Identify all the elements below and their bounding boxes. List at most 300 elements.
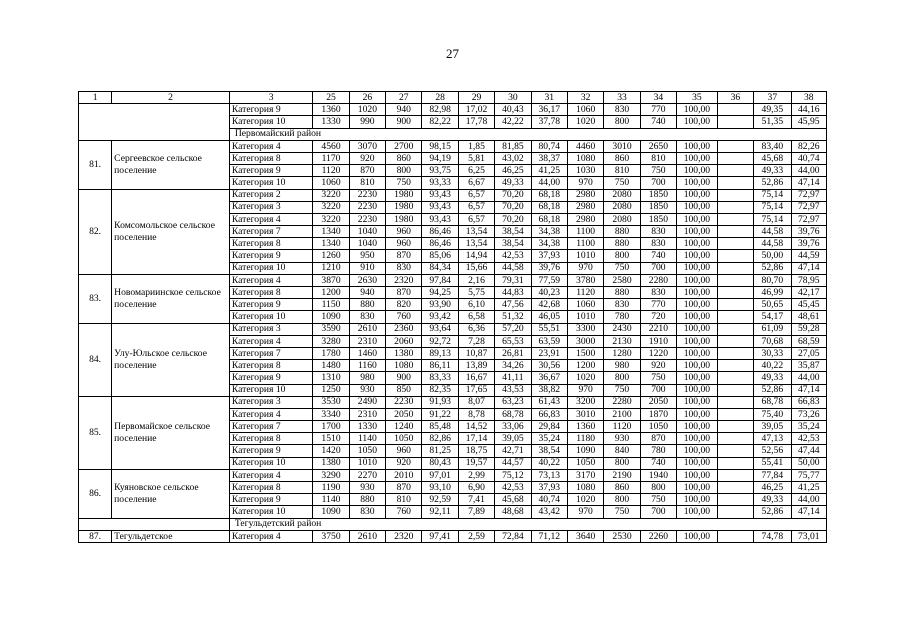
value-cell: 47,44 [791, 445, 826, 457]
value-cell: 100,00 [677, 250, 718, 262]
value-cell: 75,77 [791, 469, 826, 481]
value-cell: 44,83 [495, 287, 531, 299]
row-number: 87. [79, 530, 112, 543]
empty-cell [717, 335, 753, 347]
value-cell: 5,81 [458, 152, 494, 164]
value-cell: 750 [604, 177, 640, 189]
value-cell: 100,00 [677, 433, 718, 445]
value-cell: 2580 [604, 274, 640, 286]
value-cell: 1330 [313, 116, 349, 128]
category-cell: Категория 4 [229, 274, 312, 286]
value-cell: 49,33 [754, 372, 791, 384]
value-cell: 1010 [567, 311, 603, 323]
column-number-header: 37 [754, 92, 791, 104]
value-cell: 2280 [640, 274, 676, 286]
value-cell: 71,12 [531, 530, 567, 543]
value-cell: 37,93 [531, 250, 567, 262]
value-cell: 3220 [313, 213, 349, 225]
value-cell: 810 [640, 152, 676, 164]
value-cell: 36,67 [531, 372, 567, 384]
value-cell: 920 [349, 152, 385, 164]
value-cell: 880 [604, 287, 640, 299]
value-cell: 930 [604, 433, 640, 445]
value-cell: 79,31 [495, 274, 531, 286]
category-cell: Категория 10 [229, 457, 312, 469]
empty-cell [717, 347, 753, 359]
value-cell: 1420 [313, 445, 349, 457]
category-cell: Категория 10 [229, 384, 312, 396]
value-cell: 3300 [567, 323, 603, 335]
value-cell: 42,17 [791, 287, 826, 299]
value-cell: 13,54 [458, 238, 494, 250]
value-cell: 100,00 [677, 384, 718, 396]
value-cell: 100,00 [677, 457, 718, 469]
row-number: 86. [79, 469, 112, 518]
value-cell: 47,14 [791, 506, 826, 518]
value-cell: 16,67 [458, 372, 494, 384]
category-cell: Категория 8 [229, 287, 312, 299]
settlement-name: Куяновское сельское поселение [112, 469, 230, 518]
value-cell: 100,00 [677, 360, 718, 372]
value-cell: 810 [386, 494, 422, 506]
value-cell: 880 [349, 299, 385, 311]
value-cell: 2,99 [458, 469, 494, 481]
district-name: Первомайский район [229, 128, 826, 140]
empty-cell [717, 384, 753, 396]
value-cell: 100,00 [677, 347, 718, 359]
value-cell: 44,58 [754, 238, 791, 250]
value-cell: 780 [604, 311, 640, 323]
value-cell: 35,24 [531, 433, 567, 445]
value-cell: 1090 [313, 506, 349, 518]
category-cell: Категория 10 [229, 311, 312, 323]
value-cell: 38,37 [531, 152, 567, 164]
value-cell: 6,36 [458, 323, 494, 335]
value-cell: 84,34 [422, 262, 458, 274]
category-cell: Категория 4 [229, 408, 312, 420]
value-cell: 37,93 [531, 482, 567, 494]
value-cell: 81,25 [422, 445, 458, 457]
value-cell: 2100 [604, 408, 640, 420]
value-cell: 38,54 [495, 226, 531, 238]
value-cell: 50,65 [754, 299, 791, 311]
value-cell: 2,16 [458, 274, 494, 286]
value-cell: 900 [386, 372, 422, 384]
empty-cell [717, 408, 753, 420]
value-cell: 37,78 [531, 116, 567, 128]
value-cell: 870 [349, 165, 385, 177]
value-cell: 870 [386, 250, 422, 262]
value-cell: 100,00 [677, 104, 718, 116]
value-cell: 100,00 [677, 469, 718, 481]
district-name: Тегульдетский район [229, 518, 826, 530]
value-cell: 980 [604, 360, 640, 372]
value-cell: 1,85 [458, 140, 494, 152]
value-cell: 2,59 [458, 530, 494, 543]
value-cell: 15,66 [458, 262, 494, 274]
category-cell: Категория 2 [229, 189, 312, 201]
value-cell: 1210 [313, 262, 349, 274]
value-cell: 14,52 [458, 421, 494, 433]
value-cell: 13,54 [458, 226, 494, 238]
value-cell: 17,02 [458, 104, 494, 116]
empty-cell [717, 421, 753, 433]
value-cell: 3340 [313, 408, 349, 420]
value-cell: 80,74 [531, 140, 567, 152]
value-cell: 5,75 [458, 287, 494, 299]
value-cell: 3590 [313, 323, 349, 335]
column-number-header: 1 [79, 92, 112, 104]
column-number-header: 32 [567, 92, 603, 104]
empty-cell [717, 469, 753, 481]
value-cell: 81,85 [495, 140, 531, 152]
value-cell: 100,00 [677, 323, 718, 335]
value-cell: 800 [640, 482, 676, 494]
empty-cell [717, 177, 753, 189]
value-cell: 38,82 [531, 384, 567, 396]
value-cell: 1240 [386, 421, 422, 433]
value-cell: 2190 [604, 469, 640, 481]
value-cell: 860 [604, 152, 640, 164]
empty-cell [717, 506, 753, 518]
value-cell: 66,83 [791, 396, 826, 408]
value-cell: 2270 [349, 469, 385, 481]
category-cell: Категория 9 [229, 494, 312, 506]
value-cell: 1850 [640, 201, 676, 213]
column-number-header: 36 [717, 92, 753, 104]
value-cell: 870 [640, 433, 676, 445]
value-cell: 800 [604, 494, 640, 506]
value-cell: 1380 [386, 347, 422, 359]
value-cell: 740 [640, 457, 676, 469]
value-cell: 89,13 [422, 347, 458, 359]
value-cell: 1120 [604, 421, 640, 433]
value-cell: 800 [604, 457, 640, 469]
value-cell: 830 [349, 506, 385, 518]
value-cell: 41,25 [791, 482, 826, 494]
value-cell: 1180 [567, 433, 603, 445]
value-cell: 97,84 [422, 274, 458, 286]
value-cell: 1010 [567, 250, 603, 262]
value-cell: 1980 [386, 213, 422, 225]
value-cell: 47,14 [791, 384, 826, 396]
value-cell: 2650 [640, 140, 676, 152]
column-number-header: 31 [531, 92, 567, 104]
value-cell: 930 [349, 482, 385, 494]
empty-cell [717, 152, 753, 164]
category-cell: Категория 3 [229, 396, 312, 408]
value-cell: 36,17 [531, 104, 567, 116]
value-cell: 18,75 [458, 445, 494, 457]
value-cell: 2530 [604, 530, 640, 543]
value-cell: 73,01 [791, 530, 826, 543]
category-cell: Категория 9 [229, 250, 312, 262]
value-cell: 960 [386, 445, 422, 457]
value-cell: 82,86 [422, 433, 458, 445]
value-cell: 1140 [349, 433, 385, 445]
column-number-header: 38 [791, 92, 826, 104]
value-cell: 82,98 [422, 104, 458, 116]
value-cell: 1460 [349, 347, 385, 359]
value-cell: 2610 [349, 323, 385, 335]
value-cell: 45,68 [754, 152, 791, 164]
empty-cell [717, 445, 753, 457]
spacer-cell [79, 104, 230, 116]
value-cell: 2050 [640, 396, 676, 408]
value-cell: 100,00 [677, 226, 718, 238]
value-cell: 68,59 [791, 335, 826, 347]
value-cell: 70,20 [495, 201, 531, 213]
empty-cell [717, 189, 753, 201]
value-cell: 2080 [604, 201, 640, 213]
value-cell: 870 [386, 287, 422, 299]
empty-cell [717, 165, 753, 177]
value-cell: 910 [349, 262, 385, 274]
empty-cell [717, 457, 753, 469]
value-cell: 740 [640, 250, 676, 262]
value-cell: 780 [640, 445, 676, 457]
value-cell: 2610 [349, 530, 385, 543]
value-cell: 63,23 [495, 396, 531, 408]
value-cell: 1200 [313, 287, 349, 299]
value-cell: 2230 [386, 396, 422, 408]
spacer-cell [79, 128, 230, 140]
value-cell: 2230 [349, 201, 385, 213]
value-cell: 1170 [313, 152, 349, 164]
value-cell: 44,00 [531, 177, 567, 189]
value-cell: 75,14 [754, 213, 791, 225]
value-cell: 860 [386, 152, 422, 164]
column-number-header: 29 [458, 92, 494, 104]
value-cell: 960 [386, 238, 422, 250]
value-cell: 2080 [604, 189, 640, 201]
value-cell: 1090 [567, 445, 603, 457]
value-cell: 44,58 [754, 226, 791, 238]
value-cell: 47,14 [791, 177, 826, 189]
row-number: 83. [79, 274, 112, 323]
row-number: 82. [79, 189, 112, 274]
empty-cell [717, 323, 753, 335]
value-cell: 2080 [604, 213, 640, 225]
value-cell: 1190 [313, 482, 349, 494]
value-cell: 1040 [349, 226, 385, 238]
value-cell: 40,43 [495, 104, 531, 116]
value-cell: 39,05 [495, 433, 531, 445]
value-cell: 800 [604, 250, 640, 262]
value-cell: 52,86 [754, 177, 791, 189]
value-cell: 46,25 [495, 165, 531, 177]
value-cell: 44,58 [495, 262, 531, 274]
value-cell: 880 [349, 494, 385, 506]
value-cell: 34,38 [531, 226, 567, 238]
value-cell: 100,00 [677, 335, 718, 347]
value-cell: 44,00 [791, 165, 826, 177]
value-cell: 830 [349, 311, 385, 323]
value-cell: 2010 [386, 469, 422, 481]
value-cell: 72,84 [495, 530, 531, 543]
value-cell: 7,89 [458, 506, 494, 518]
value-cell: 92,72 [422, 335, 458, 347]
header-row [79, 92, 827, 104]
value-cell: 82,22 [422, 116, 458, 128]
value-cell: 1330 [349, 421, 385, 433]
value-cell: 3220 [313, 189, 349, 201]
value-cell: 2980 [567, 201, 603, 213]
value-cell: 1150 [313, 299, 349, 311]
value-cell: 1080 [386, 360, 422, 372]
value-cell: 65,53 [495, 335, 531, 347]
value-cell: 1080 [567, 152, 603, 164]
value-cell: 13,89 [458, 360, 494, 372]
value-cell: 1020 [567, 494, 603, 506]
value-cell: 93,42 [422, 311, 458, 323]
value-cell: 27,05 [791, 347, 826, 359]
value-cell: 880 [604, 226, 640, 238]
value-cell: 33,06 [495, 421, 531, 433]
value-cell: 34,38 [531, 238, 567, 250]
table-row [79, 274, 827, 286]
value-cell: 100,00 [677, 421, 718, 433]
value-cell: 44,00 [791, 372, 826, 384]
value-cell: 100,00 [677, 530, 718, 543]
empty-cell [717, 250, 753, 262]
value-cell: 3170 [567, 469, 603, 481]
value-cell: 1360 [313, 104, 349, 116]
value-cell: 68,78 [754, 396, 791, 408]
value-cell: 92,59 [422, 494, 458, 506]
value-cell: 810 [349, 177, 385, 189]
column-number-header: 25 [313, 92, 349, 104]
value-cell: 40,23 [531, 287, 567, 299]
value-cell: 93,43 [422, 201, 458, 213]
value-cell: 2490 [349, 396, 385, 408]
category-cell: Категория 7 [229, 421, 312, 433]
value-cell: 80,70 [754, 274, 791, 286]
value-cell: 51,32 [495, 311, 531, 323]
value-cell: 970 [567, 506, 603, 518]
value-cell: 57,20 [495, 323, 531, 335]
value-cell: 1260 [313, 250, 349, 262]
empty-cell [717, 530, 753, 543]
value-cell: 23,91 [531, 347, 567, 359]
empty-cell [717, 262, 753, 274]
value-cell: 3530 [313, 396, 349, 408]
value-cell: 2630 [349, 274, 385, 286]
category-cell: Категория 4 [229, 530, 312, 543]
value-cell: 100,00 [677, 482, 718, 494]
value-cell: 1050 [349, 445, 385, 457]
value-cell: 960 [386, 226, 422, 238]
value-cell: 93,43 [422, 189, 458, 201]
value-cell: 1280 [604, 347, 640, 359]
value-cell: 70,20 [495, 213, 531, 225]
value-cell: 6,57 [458, 189, 494, 201]
value-cell: 950 [349, 250, 385, 262]
value-cell: 39,76 [791, 238, 826, 250]
value-cell: 2280 [604, 396, 640, 408]
value-cell: 920 [640, 360, 676, 372]
value-cell: 980 [349, 372, 385, 384]
value-cell: 42,68 [531, 299, 567, 311]
category-cell: Категория 4 [229, 140, 312, 152]
value-cell: 6,10 [458, 299, 494, 311]
value-cell: 61,09 [754, 323, 791, 335]
value-cell: 45,95 [791, 116, 826, 128]
table-body [79, 92, 827, 543]
value-cell: 6,57 [458, 201, 494, 213]
value-cell: 800 [604, 116, 640, 128]
value-cell: 1250 [313, 384, 349, 396]
value-cell: 48,68 [495, 506, 531, 518]
value-cell: 94,25 [422, 287, 458, 299]
value-cell: 80,43 [422, 457, 458, 469]
table-row [79, 530, 827, 543]
value-cell: 100,00 [677, 189, 718, 201]
value-cell: 1030 [567, 165, 603, 177]
value-cell: 35,87 [791, 360, 826, 372]
value-cell: 6,58 [458, 311, 494, 323]
value-cell: 6,67 [458, 177, 494, 189]
value-cell: 38,54 [495, 238, 531, 250]
value-cell: 2050 [386, 408, 422, 420]
value-cell: 7,28 [458, 335, 494, 347]
value-cell: 830 [640, 226, 676, 238]
value-cell: 48,61 [791, 311, 826, 323]
value-cell: 2230 [349, 189, 385, 201]
category-cell: Категория 9 [229, 372, 312, 384]
value-cell: 820 [386, 299, 422, 311]
row-number: 85. [79, 396, 112, 469]
category-cell: Категория 8 [229, 152, 312, 164]
value-cell: 17,65 [458, 384, 494, 396]
value-cell: 93,10 [422, 482, 458, 494]
value-cell: 6,57 [458, 213, 494, 225]
value-cell: 44,00 [791, 494, 826, 506]
value-cell: 3750 [313, 530, 349, 543]
value-cell: 1020 [349, 104, 385, 116]
value-cell: 42,53 [495, 250, 531, 262]
value-cell: 1060 [313, 177, 349, 189]
value-cell: 86,46 [422, 226, 458, 238]
value-cell: 750 [604, 262, 640, 274]
value-cell: 42,53 [791, 433, 826, 445]
value-cell: 770 [640, 104, 676, 116]
empty-cell [717, 213, 753, 225]
value-cell: 73,13 [531, 469, 567, 481]
value-cell: 810 [604, 165, 640, 177]
value-cell: 1200 [567, 360, 603, 372]
value-cell: 51,35 [754, 116, 791, 128]
value-cell: 50,00 [791, 457, 826, 469]
value-cell: 1870 [640, 408, 676, 420]
value-cell: 45,68 [495, 494, 531, 506]
value-cell: 86,46 [422, 238, 458, 250]
value-cell: 870 [386, 482, 422, 494]
value-cell: 94,19 [422, 152, 458, 164]
value-cell: 75,14 [754, 201, 791, 213]
value-cell: 47,14 [791, 262, 826, 274]
value-cell: 52,86 [754, 262, 791, 274]
value-cell: 55,41 [754, 457, 791, 469]
empty-cell [717, 238, 753, 250]
category-cell: Категория 9 [229, 165, 312, 177]
column-number-header: 35 [677, 92, 718, 104]
value-cell: 100,00 [677, 311, 718, 323]
spacer-cell [79, 116, 230, 128]
value-cell: 34,26 [495, 360, 531, 372]
value-cell: 1360 [567, 421, 603, 433]
category-cell: Категория 9 [229, 445, 312, 457]
